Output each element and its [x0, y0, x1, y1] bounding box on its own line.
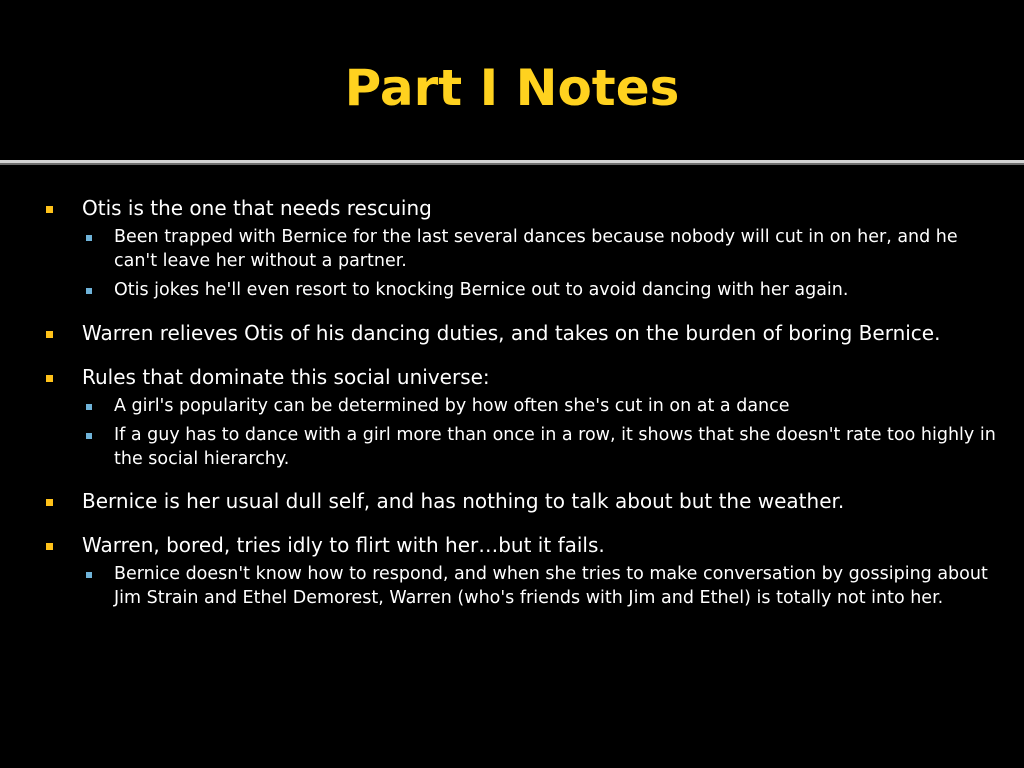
square-bullet-icon — [46, 375, 53, 382]
bullet-item — [44, 320, 999, 347]
small-square-bullet-icon — [86, 235, 92, 241]
small-square-bullet-icon — [86, 288, 92, 294]
bullet-list — [44, 195, 999, 627]
sub-bullet-list — [82, 395, 999, 472]
sub-bullet-text: If a guy has to dance with a girl more than once in a row, it shows that she doesn't rate too highly in the social hierarchy. — [114, 425, 996, 469]
sub-bullet-item — [82, 563, 999, 610]
sub-bullet-text: A girl's popularity can be determined by how often she's cut in on at a dance — [114, 395, 790, 416]
bullet-item — [44, 532, 999, 610]
square-bullet-icon — [46, 206, 53, 213]
square-bullet-icon — [46, 543, 53, 550]
sub-bullet-text: Been trapped with Bernice for the last several dances because nobody will cut in on her, and he can't leave her without a partner. — [114, 227, 958, 271]
sub-bullet-item — [82, 279, 999, 303]
sub-bullet-text: Bernice doesn't know how to respond, and when she tries to make conversation by gossiping about Jim Strain and Ethel Demorest, Warren (who's friends with Jim and Ethel) is totally not into her. — [114, 564, 988, 608]
sub-bullet-text: Otis jokes he'll even resort to knocking Bernice out to avoid dancing with her again. — [114, 280, 849, 300]
bullet-text: Warren, bored, tries idly to flirt with her…but it fails. — [82, 533, 605, 557]
bullet-text: Otis is the one that needs rescuing — [82, 196, 432, 220]
title-bar — [0, 0, 1024, 158]
sub-bullet-list — [82, 226, 999, 303]
sub-bullet-list — [82, 563, 999, 610]
small-square-bullet-icon — [86, 404, 92, 410]
square-bullet-icon — [46, 499, 53, 506]
sub-bullet-item — [82, 395, 999, 419]
bullet-item — [44, 488, 999, 515]
bullet-item — [44, 364, 999, 472]
square-bullet-icon — [46, 331, 53, 338]
bullet-text: Rules that dominate this social universe: — [82, 364, 490, 389]
bullet-item — [44, 195, 999, 303]
small-square-bullet-icon — [86, 433, 92, 439]
bullet-text: Warren relieves Otis of his dancing duties, and takes on the burden of boring Bernice. — [82, 320, 941, 345]
bullet-text: Bernice is her usual dull self, and has nothing to talk about but the weather. — [82, 489, 845, 513]
slide-title: Part I Notes — [344, 59, 680, 117]
sub-bullet-item — [82, 424, 999, 471]
sub-bullet-item — [82, 226, 999, 273]
small-square-bullet-icon — [86, 572, 92, 578]
slide-body — [0, 165, 1024, 768]
